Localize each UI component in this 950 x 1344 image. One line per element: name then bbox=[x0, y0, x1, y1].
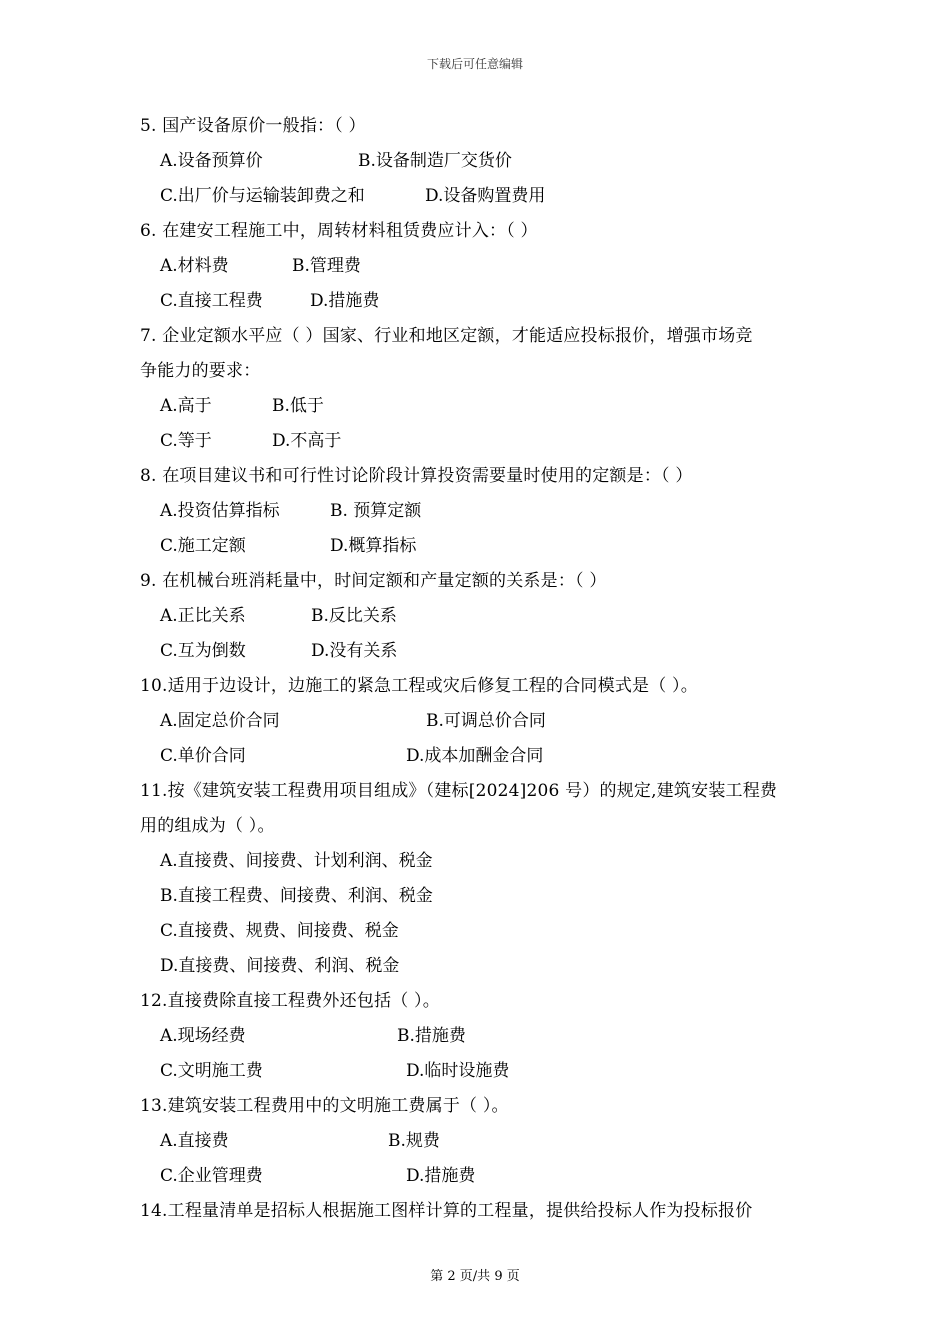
question-5-option-c: C.出厂价与运输装卸费之和 bbox=[160, 186, 365, 206]
question-8-option-a: A.投资估算指标 bbox=[160, 501, 280, 521]
question-13-option-c: C.企业管理费 bbox=[160, 1166, 263, 1186]
question-13-options-row-1 bbox=[140, 1124, 830, 1159]
question-9-options-row-1 bbox=[140, 599, 830, 634]
question-12-options-row-2 bbox=[140, 1054, 830, 1089]
question-9-options-row-2 bbox=[140, 634, 830, 669]
question-7-option-c: C.等于 bbox=[160, 431, 212, 451]
question-10-option-c: C.单价合同 bbox=[160, 746, 246, 766]
question-7-option-b: B.低于 bbox=[272, 396, 324, 416]
question-11-stem-line-1: 11.按《建筑安装工程费用项目组成》（建标[2024]206 号）的规定,建筑安装工程费 bbox=[140, 781, 778, 801]
question-14-stem: 14.工程量清单是招标人根据施工图样计算的工程量，提供给投标人作为投标报价 bbox=[140, 1201, 753, 1221]
question-13-stem: 13.建筑安装工程费用中的文明施工费属于（ ）。 bbox=[140, 1096, 509, 1116]
question-7-option-a: A.高于 bbox=[160, 396, 212, 416]
question-9-option-a: A.正比关系 bbox=[160, 606, 246, 626]
question-11-option-a: A.直接费、间接费、计划利润、税金 bbox=[160, 851, 433, 871]
question-9-option-c: C.互为倒数 bbox=[160, 641, 246, 661]
question-11-option-d: D.直接费、间接费、利润、税金 bbox=[160, 956, 400, 976]
question-10-options-row-2 bbox=[140, 739, 830, 774]
question-11-option-b: B.直接工程费、间接费、利润、税金 bbox=[160, 886, 433, 906]
question-5-option-b: B.设备制造厂交货价 bbox=[358, 151, 512, 171]
question-12-options-row-1 bbox=[140, 1019, 830, 1054]
question-12-option-b: B.措施费 bbox=[397, 1026, 466, 1046]
question-5-options-row-1 bbox=[140, 144, 830, 179]
question-13-option-b: B.规费 bbox=[388, 1131, 440, 1151]
question-9-option-b: B.反比关系 bbox=[311, 606, 397, 626]
question-10-options-row-1 bbox=[140, 704, 830, 739]
question-10-option-d: D.成本加酬金合同 bbox=[406, 746, 544, 766]
question-9-option-d: D.没有关系 bbox=[311, 641, 398, 661]
question-13-options-row-2 bbox=[140, 1159, 830, 1194]
question-6-stem: 6. 在建安工程施工中，周转材料租赁费应计入：（ ） bbox=[140, 221, 538, 241]
question-8-option-b: B. 预算定额 bbox=[330, 501, 422, 521]
question-6-option-b: B.管理费 bbox=[292, 256, 361, 276]
question-11-option-c: C.直接费、规费、间接费、税金 bbox=[160, 921, 399, 941]
question-13-option-a: A.直接费 bbox=[160, 1131, 229, 1151]
question-8-option-c: C.施工定额 bbox=[160, 536, 246, 556]
question-list bbox=[140, 109, 830, 1229]
question-13-option-d: D.措施费 bbox=[406, 1166, 476, 1186]
question-12-option-d: D.临时设施费 bbox=[406, 1061, 510, 1081]
question-8-option-d: D.概算指标 bbox=[330, 536, 417, 556]
question-6-option-a: A.材料费 bbox=[160, 256, 229, 276]
question-7-option-d: D.不高于 bbox=[272, 431, 342, 451]
question-7-stem-line-2: 争能力的要求： bbox=[140, 361, 261, 381]
question-12-option-c: C.文明施工费 bbox=[160, 1061, 263, 1081]
question-5-option-d: D.设备购置费用 bbox=[425, 186, 546, 206]
question-8-stem: 8. 在项目建议书和可行性讨论阶段计算投资需要量时使用的定额是：（ ） bbox=[140, 466, 693, 486]
question-5-option-a: A.设备预算价 bbox=[160, 151, 263, 171]
question-9-stem: 9. 在机械台班消耗量中，时间定额和产量定额的关系是：（ ） bbox=[140, 571, 607, 591]
question-6-option-c: C.直接工程费 bbox=[160, 291, 263, 311]
question-10-option-b: B.可调总价合同 bbox=[426, 711, 546, 731]
question-8-options-row-2 bbox=[140, 529, 830, 564]
question-6-option-d: D.措施费 bbox=[310, 291, 380, 311]
question-11-stem-line-2: 用的组成为（ ）。 bbox=[140, 816, 275, 836]
question-12-stem: 12.直接费除直接工程费外还包括（ ）。 bbox=[140, 991, 440, 1011]
question-8-options-row-1 bbox=[140, 494, 830, 529]
question-10-stem: 10.适用于边设计，边施工的紧急工程或灾后修复工程的合同模式是（ ）。 bbox=[140, 676, 698, 696]
page-header: 下载后可任意编辑 bbox=[426, 57, 523, 71]
question-6-options-row-1 bbox=[140, 249, 830, 284]
question-7-stem-line-1: 7. 企业定额水平应（ ）国家、行业和地区定额，才能适应投标报价，增强市场竞 bbox=[140, 326, 753, 346]
question-6-options-row-2 bbox=[140, 284, 830, 319]
question-5-options-row-2 bbox=[140, 179, 830, 214]
question-12-option-a: A.现场经费 bbox=[160, 1026, 246, 1046]
page-footer: 第 2 页/共 9 页 bbox=[430, 1269, 520, 1284]
question-7-options-row-2 bbox=[140, 424, 830, 459]
question-5-stem: 5. 国产设备原价一般指：（ ） bbox=[140, 116, 366, 136]
question-10-option-a: A.固定总价合同 bbox=[160, 711, 280, 731]
question-7-options-row-1 bbox=[140, 389, 830, 424]
